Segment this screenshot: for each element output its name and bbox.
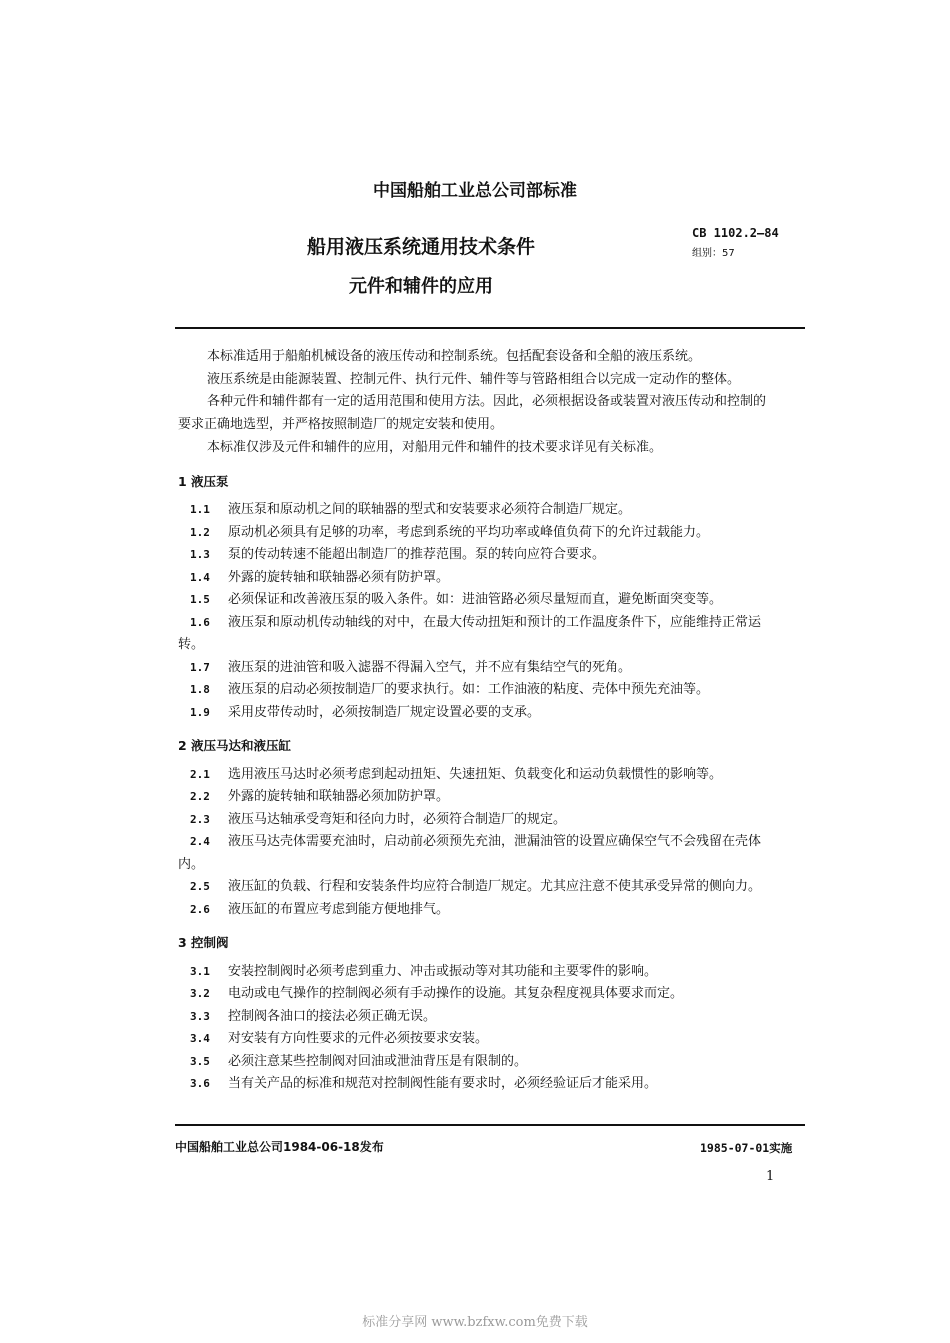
clause-number: 3.5 — [190, 1055, 210, 1068]
intro-paragraph-3: 各种元件和辅件都有一定的适用范围和使用方法。因此，必须根据设备或装置对液压传动和控制的 — [207, 394, 767, 409]
clause-text: 液压马达壳体需要充油时，启动前必须预先充油，泄漏油管的设置应确保空气不会残留在壳体 — [228, 834, 762, 849]
clause-number: 1.4 — [190, 571, 210, 584]
clause — [190, 1005, 436, 1024]
clause-text: 必须注意某些控制阀对回油或泄油背压是有限制的。 — [228, 1054, 528, 1069]
clause — [190, 875, 761, 894]
clause-number: 2.5 — [190, 880, 210, 893]
clause — [190, 960, 657, 979]
clause-text: 外露的旋转轴和联轴器必须有防护罩。 — [228, 570, 450, 585]
clause-number: 3.4 — [190, 1032, 210, 1045]
clause-number: 1.2 — [190, 526, 210, 539]
clause-text: 液压泵的进油管和吸入滤器不得漏入空气，并不应有集结空气的死角。 — [228, 660, 632, 675]
intro-paragraph-4: 本标准仅涉及元件和辅件的应用，对船用元件和辅件的技术要求详见有关标准。 — [207, 440, 663, 455]
intro-paragraph-2: 液压系统是由能源装置、控制元件、执行元件、辅件等与管路相组合以完成一定动作的整体。 — [207, 372, 741, 387]
clause — [190, 566, 449, 585]
clause — [190, 785, 449, 804]
clause-number: 2.1 — [190, 768, 210, 781]
clause-text: 液压泵和原动机传动轴线的对中，在最大传动扭矩和预计的工作温度条件下，应能维持正常运 — [228, 615, 762, 630]
clause-text: 液压缸的负载、行程和安装条件均应符合制造厂规定。尤其应注意不使其承受异常的侧向力。 — [228, 879, 762, 894]
clause — [190, 1027, 488, 1046]
clause-text: 电动或电气操作的控制阀必须有手动操作的设施。其复杂程度视具体要求而定。 — [228, 986, 684, 1001]
clause — [190, 982, 683, 1001]
standard-code: CB 1102.2—84 — [692, 226, 779, 240]
clause-number: 3.3 — [190, 1010, 210, 1023]
clause-number: 2.4 — [190, 835, 210, 848]
section-heading: 1 液压泵 — [178, 474, 229, 489]
clause-text: 采用皮带传动时，必须按制造厂规定设置必要的支承。 — [228, 705, 541, 720]
clause-number: 1.3 — [190, 548, 210, 561]
clause-number: 3.6 — [190, 1077, 210, 1090]
intro-paragraph-3-continued: 要求正确地选型，并严格按照制造厂的规定安装和使用。 — [178, 417, 504, 432]
clause-number: 1.1 — [190, 503, 210, 516]
clause-text: 选用液压马达时必须考虑到起动扭矩、失速扭矩、负载变化和运动负载惯性的影响等。 — [228, 767, 723, 782]
group-number: 组别：57 — [692, 248, 735, 259]
clause-number: 1.9 — [190, 706, 210, 719]
clause — [190, 611, 761, 630]
clause-text: 原动机必须具有足够的功率，考虑到系统的平均功率或峰值负荷下的允许过载能力。 — [228, 525, 710, 540]
clause-number: 1.6 — [190, 616, 210, 629]
clause-text: 液压泵和原动机之间的联轴器的型式和安装要求必须符合制造厂规定。 — [228, 502, 632, 517]
clause-continued: 转。 — [178, 637, 205, 652]
issuing-organization: 中国船舶工业总公司部标准 — [373, 181, 577, 201]
intro-paragraph-1: 本标准适用于船舶机械设备的液压传动和控制系统。包括配套设备和全船的液压系统。 — [207, 349, 702, 364]
page-number: 1 — [766, 1169, 775, 1184]
clause — [190, 763, 722, 782]
clause-number: 2.2 — [190, 790, 210, 803]
document-subtitle: 元件和辅件的应用 — [349, 276, 493, 297]
clause-text: 液压泵的启动必须按制造厂的要求执行。如：工作油液的粘度、壳体中预先充油等。 — [228, 682, 710, 697]
clause — [190, 830, 761, 849]
clause-text: 泵的传动转速不能超出制造厂的推荐范围。泵的转向应符合要求。 — [228, 547, 606, 562]
clause — [190, 498, 631, 517]
document-title: 船用液压系统通用技术条件 — [306, 236, 535, 258]
section-heading: 3 控制阀 — [178, 935, 229, 950]
issue-date: 中国船舶工业总公司1984-06-18发布 — [175, 1140, 384, 1154]
clause-continued: 内。 — [178, 857, 205, 872]
clause-text: 控制阀各油口的接法必须正确无误。 — [228, 1009, 437, 1024]
clause-text: 液压马达轴承受弯矩和径向力时，必须符合制造厂的规定。 — [228, 812, 567, 827]
clause — [190, 588, 722, 607]
clause-text: 安装控制阀时必须考虑到重力、冲击或振动等对其功能和主要零件的影响。 — [228, 964, 658, 979]
clause-text: 必须保证和改善液压泵的吸入条件。如：进油管路必须尽量短而直，避免断面突变等。 — [228, 592, 723, 607]
watermark: 标准分享网 www.bzfxw.com免费下载 — [362, 1315, 588, 1330]
clause-number: 2.3 — [190, 813, 210, 826]
clause — [190, 898, 449, 917]
footer-divider — [175, 1124, 805, 1126]
clause — [190, 808, 566, 827]
clause-number: 1.5 — [190, 593, 210, 606]
clause-text: 液压缸的布置应考虑到能方便地排气。 — [228, 902, 450, 917]
clause-number: 1.7 — [190, 661, 210, 674]
clause — [190, 678, 709, 697]
clause-number: 2.6 — [190, 903, 210, 916]
clause-text: 当有关产品的标准和规范对控制阀性能有要求时，必须经验证后才能采用。 — [228, 1076, 658, 1091]
clause-number: 3.1 — [190, 965, 210, 978]
section-heading: 2 液压马达和液压缸 — [178, 738, 292, 753]
clause — [190, 521, 709, 540]
clause-text: 外露的旋转轴和联轴器必须加防护罩。 — [228, 789, 450, 804]
clause — [190, 701, 540, 720]
clause-text: 对安装有方向性要求的元件必须按要求安装。 — [228, 1031, 489, 1046]
header-divider — [175, 327, 805, 329]
clause — [190, 656, 631, 675]
clause-number: 3.2 — [190, 987, 210, 1000]
clause — [190, 1050, 527, 1069]
clause — [190, 543, 605, 562]
clause-number: 1.8 — [190, 683, 210, 696]
clause — [190, 1072, 657, 1091]
effective-date: 1985-07-01实施 — [700, 1141, 793, 1155]
